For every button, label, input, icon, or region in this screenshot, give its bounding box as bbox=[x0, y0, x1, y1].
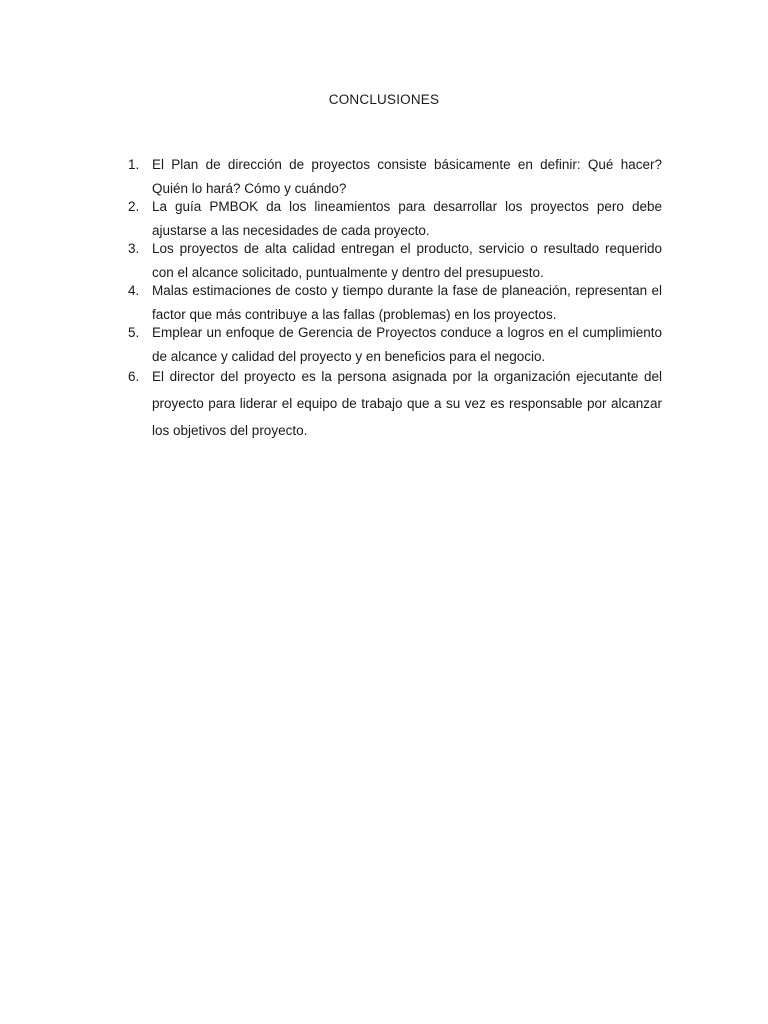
list-item-number: 5. bbox=[128, 325, 140, 340]
list-item-number: 2. bbox=[128, 199, 140, 214]
list-item-text: La guía PMBOK da los lineamientos para desarrollar los proyectos pero debe ajustarse a las necesidades de cada proyecto. bbox=[152, 199, 662, 238]
list-item bbox=[122, 153, 662, 201]
list-item-text: El Plan de dirección de proyectos consiste básicamente en definir: Qué hacer? Quién lo hará? Cómo y cuándo? bbox=[152, 157, 662, 196]
page-title: CONCLUSIONES bbox=[328, 92, 440, 107]
conclusions-list bbox=[122, 153, 662, 444]
list-item-number: 4. bbox=[128, 283, 140, 298]
list-item-text: Los proyectos de alta calidad entregan el producto, servicio o resultado requerido con el alcance solicitado, puntualmente y dentro del presupuesto. bbox=[152, 241, 662, 280]
list-item-number: 1. bbox=[128, 157, 140, 172]
list-item-number: 6. bbox=[128, 369, 140, 384]
list-item bbox=[122, 237, 662, 285]
list-item-text: El director del proyecto es la persona asignada por la organización ejecutante del proyecto para liderar el equipo de trabajo que a su vez es responsable por alcanzar los objetivos del proyecto. bbox=[152, 369, 662, 438]
list-item bbox=[122, 195, 662, 243]
list-item bbox=[122, 363, 662, 444]
list-item bbox=[122, 279, 662, 327]
list-item bbox=[122, 321, 662, 369]
list-item-text: Emplear un enfoque de Gerencia de Proyectos conduce a logros en el cumplimiento de alcance y calidad del proyecto y en beneficios para el negocio. bbox=[152, 325, 662, 364]
list-item-number: 3. bbox=[128, 241, 140, 256]
list-item-text: Malas estimaciones de costo y tiempo durante la fase de planeación, representan el factor que más contribuye a las fallas (problemas) en los proyectos. bbox=[152, 283, 662, 322]
